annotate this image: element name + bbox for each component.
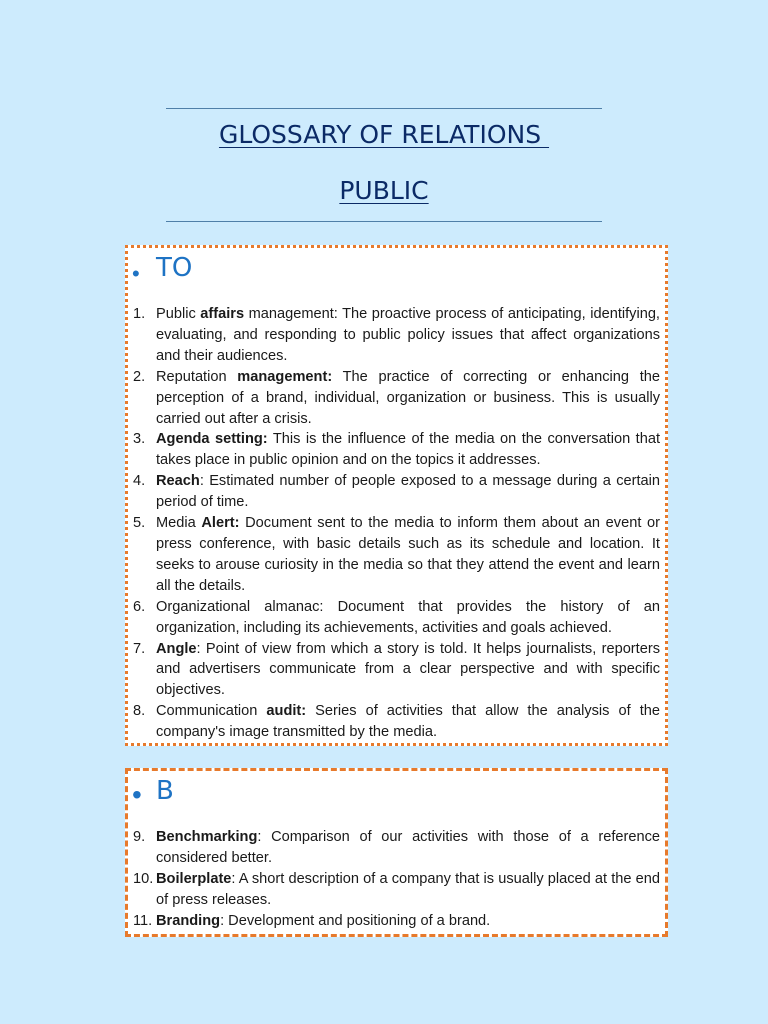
section-header (128, 248, 665, 304)
item-number: 6. (133, 598, 146, 615)
item-number: 9. (133, 829, 146, 845)
item-text-post: This is the influence of the media on the conversation that takes place in public opinion and on the topics it addresses. (156, 431, 661, 469)
item-number: 1. (133, 306, 146, 322)
item-text-post: : Comparison of our activities with those of a reference considered better. (156, 829, 660, 866)
item-term: management: (237, 368, 333, 385)
item-text-pre: Media (156, 515, 202, 532)
item-term: audit: (266, 703, 307, 720)
item-number: 8. (133, 703, 146, 720)
item-text-pre: Reputation (156, 368, 238, 385)
item-text-post: : Development and positioning of a brand. (220, 912, 491, 929)
item-text-pre: Organizational almanac: Document that provides the history of an organization, including its achievements, activities and goals achieved. (156, 598, 660, 636)
list-item (128, 639, 665, 702)
item-number: 4. (133, 473, 146, 490)
list-item (128, 429, 665, 471)
section-letter: B (156, 776, 174, 806)
item-term: Boilerplate (156, 870, 232, 887)
glossary-title (166, 108, 602, 222)
item-number: 7. (133, 640, 146, 657)
item-text-post: : Estimated number of people exposed to a message during a certain period of time. (156, 473, 660, 511)
item-text-post: management: The proactive process of anticipating, identifying, evaluating, and responding to public policy issues that affect organizations and their audiences. (156, 306, 660, 364)
term-list (128, 304, 665, 743)
item-text-post: The practice of correcting or enhancing the perception of a brand, individual, organization or business. This is usually carried out after a crisis. (156, 368, 660, 427)
item-term: Benchmarking (156, 829, 258, 845)
item-text-post: Document sent to the media to inform them about an event or press conference, with basic details such as its schedule and location. It seeks to arouse curiosity in the media so that they attend the event and learn all the details. (156, 515, 660, 594)
item-text-pre: Public (156, 306, 201, 322)
item-term: Agenda setting: (156, 431, 268, 448)
item-text-post: : A short description of a company that is usually placed at the end of press releases. (156, 870, 660, 908)
title-line-2: PUBLIC (339, 176, 429, 205)
section-letter: TO (156, 253, 193, 283)
section-b (125, 768, 668, 937)
list-item (128, 471, 665, 513)
item-text-post: Series of activities that allow the analysis of the company's image transmitted by the media. (156, 703, 660, 741)
item-number: 10. (133, 870, 154, 887)
item-term: Branding (156, 912, 221, 929)
term-list (128, 827, 665, 932)
item-number: 2. (133, 368, 146, 385)
list-item (128, 911, 665, 932)
section-to (125, 245, 668, 746)
item-number: 3. (133, 431, 146, 448)
bullet-icon: • (132, 779, 142, 810)
item-text-post: : Point of view from which a story is told. It helps journalists, reporters and advertisers communicate from a clear perspective and with specific objectives. (156, 640, 660, 699)
list-item (128, 367, 665, 430)
item-text-pre: Communication (156, 703, 267, 720)
title-line-1: GLOSSARY OF RELATIONS (218, 120, 550, 149)
list-item (128, 304, 665, 367)
item-number: 5. (133, 515, 146, 532)
section-header (128, 771, 665, 827)
item-term: affairs (200, 306, 245, 322)
bullet-icon: • (132, 261, 140, 286)
item-term: Angle (156, 640, 197, 657)
list-item (128, 513, 665, 597)
item-term: Alert: (201, 515, 240, 532)
item-number: 11. (133, 912, 153, 929)
list-item (128, 827, 665, 869)
list-item (128, 597, 665, 639)
list-item (128, 869, 665, 911)
item-term: Reach (156, 473, 200, 490)
list-item (128, 701, 665, 743)
